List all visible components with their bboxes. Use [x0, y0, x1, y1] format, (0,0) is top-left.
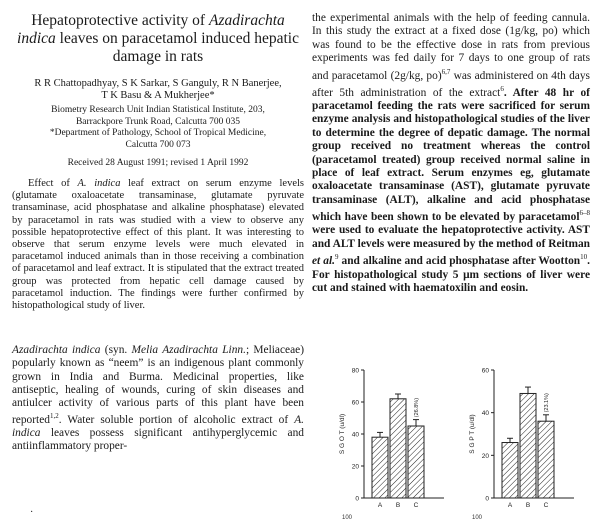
body-paragraph-intro: Azadirachta indica (syn. Melia Azadirachta Linn.; Meliaceae) popularly known as “neem” is an indigenous plant commonly grown in India and Burma. Medicinal properties, like antiseptic, healing of wounds, curing of skin diseases and antiulcer activity of various parts of this plant have been reported$^{1,2}$. Water soluble portion of alcoholic extract of A. indica leaves possess significant antihyperglycemic and antiinflammatory proper- [12, 344, 304, 453]
affiliation-line: Biometry Research Unit Indian Statistical Institute, 203, [51, 105, 265, 115]
x-tick-label: A [377, 502, 383, 509]
bar [390, 399, 406, 498]
y-tick-label: 20 [481, 452, 489, 460]
x-tick-label: B [395, 502, 401, 509]
affiliations [12, 105, 304, 151]
y-tick-label: 60 [351, 399, 359, 407]
figure-charts [330, 360, 590, 523]
figure-footer-mark: 100 [472, 515, 483, 521]
y-tick-label: 40 [481, 410, 489, 418]
right-column [312, 0, 590, 295]
y-axis-label: S G O T (u/dl) [339, 413, 346, 455]
y-tick-label: 80 [351, 367, 359, 375]
x-tick-label: C [413, 502, 419, 509]
authors-line: R R Chattopadhyay, S K Sarkar, S Ganguly, R N Banerjee, [34, 78, 282, 89]
affiliation-line: *Department of Pathology, School of Tropical Medicine, [49, 128, 267, 138]
bar [408, 426, 424, 498]
bar [520, 393, 536, 498]
left-column [12, 0, 304, 465]
page-footer [0, 505, 600, 523]
x-tick-label: B [525, 502, 531, 509]
y-tick-label: 60 [481, 367, 489, 375]
authors [12, 78, 304, 102]
body-paragraph-methods: the experimental animals with the help of feeding cannula. In this study the extract at a fixed dose (1g/kg, po) which was found to be the effective dose in rats from previous experiments was fed daily for 7 days to one group of rats and paracetamol (2g/kg, po)$^{6,7}$ was administered on 4th days after 5th administration of the extract$^6$. After 48 hr of paracetamol feeding the rats were sacrificed for serum enzyme analysis and histopathological studies of the liver to determine the degree of depatic damage. The normal group received no treatment whereas the control (paracetamol treated) group received normal saline in place of leaf extract. Serum enzymes eg, glutamate oxaloacetate transaminase (AST), glutamate pyruvate transaminase (ALT), alkaline and acid phosphatase which have been shown to be elevated by paracetamol$^{6-8}$ were used to evaluate the hepatoprotective activity. AST and ALT levels were measured by the method of Reitman et al.$^9$ and alkaline and acid phosphatase after Wootton$^{10}$. For histopathological study 5 μm sections of liver were cut and stained with haematoxilin and eosin. [312, 12, 591, 294]
bar [502, 443, 518, 498]
authors-line: T K Basu & A Mukherjee* [101, 90, 215, 101]
y-tick-label: 40 [351, 431, 359, 439]
affiliation-line: Calcutta 700 073 [125, 139, 191, 150]
data-annotation: (23.1%) [544, 393, 550, 413]
y-axis-label: S G P T (u/dl) [469, 414, 476, 454]
bar [372, 437, 388, 498]
figure-footer-mark: 100 [342, 515, 353, 521]
received-date: Received 28 August 1991; revised 1 April 1992 [67, 158, 249, 168]
y-tick-label: 20 [351, 463, 359, 471]
y-tick-label: 0 [355, 495, 359, 503]
bar [538, 421, 554, 498]
x-tick-label: C [543, 502, 549, 509]
x-tick-label: A [507, 502, 513, 509]
decorative-dot: · [30, 507, 34, 518]
article-title: Hepatoprotective activity of Azadirachta indica leaves on paracetamol induced hepatic damage in rats [17, 12, 299, 65]
abstract: Effect of A. indica leaf extract on serum enzyme levels (glutamate oxaloacetate transaminase, glutamate pyruvate transaminase, acid phosphatase and alkaline phosphatase) elevated by paracetamol in rats was studied with a view to observe any possible hepatoprotective effect of this plant. It was interesting to observe that serum enzyme levels were much elevated in paracetamol induced animals than in those receiving a combination of paracetamol and leaf extract. It is stipulated that the extract treated group was protected from hepatic cell damage caused by paracetamol induction. The findings were further confirmed by histopathological study of liver. [12, 178, 304, 312]
data-annotation: (26.8%) [414, 397, 420, 418]
y-tick-label: 0 [485, 495, 489, 503]
affiliation-line: Barrackpore Trunk Road, Calcutta 700 035 [75, 116, 241, 127]
